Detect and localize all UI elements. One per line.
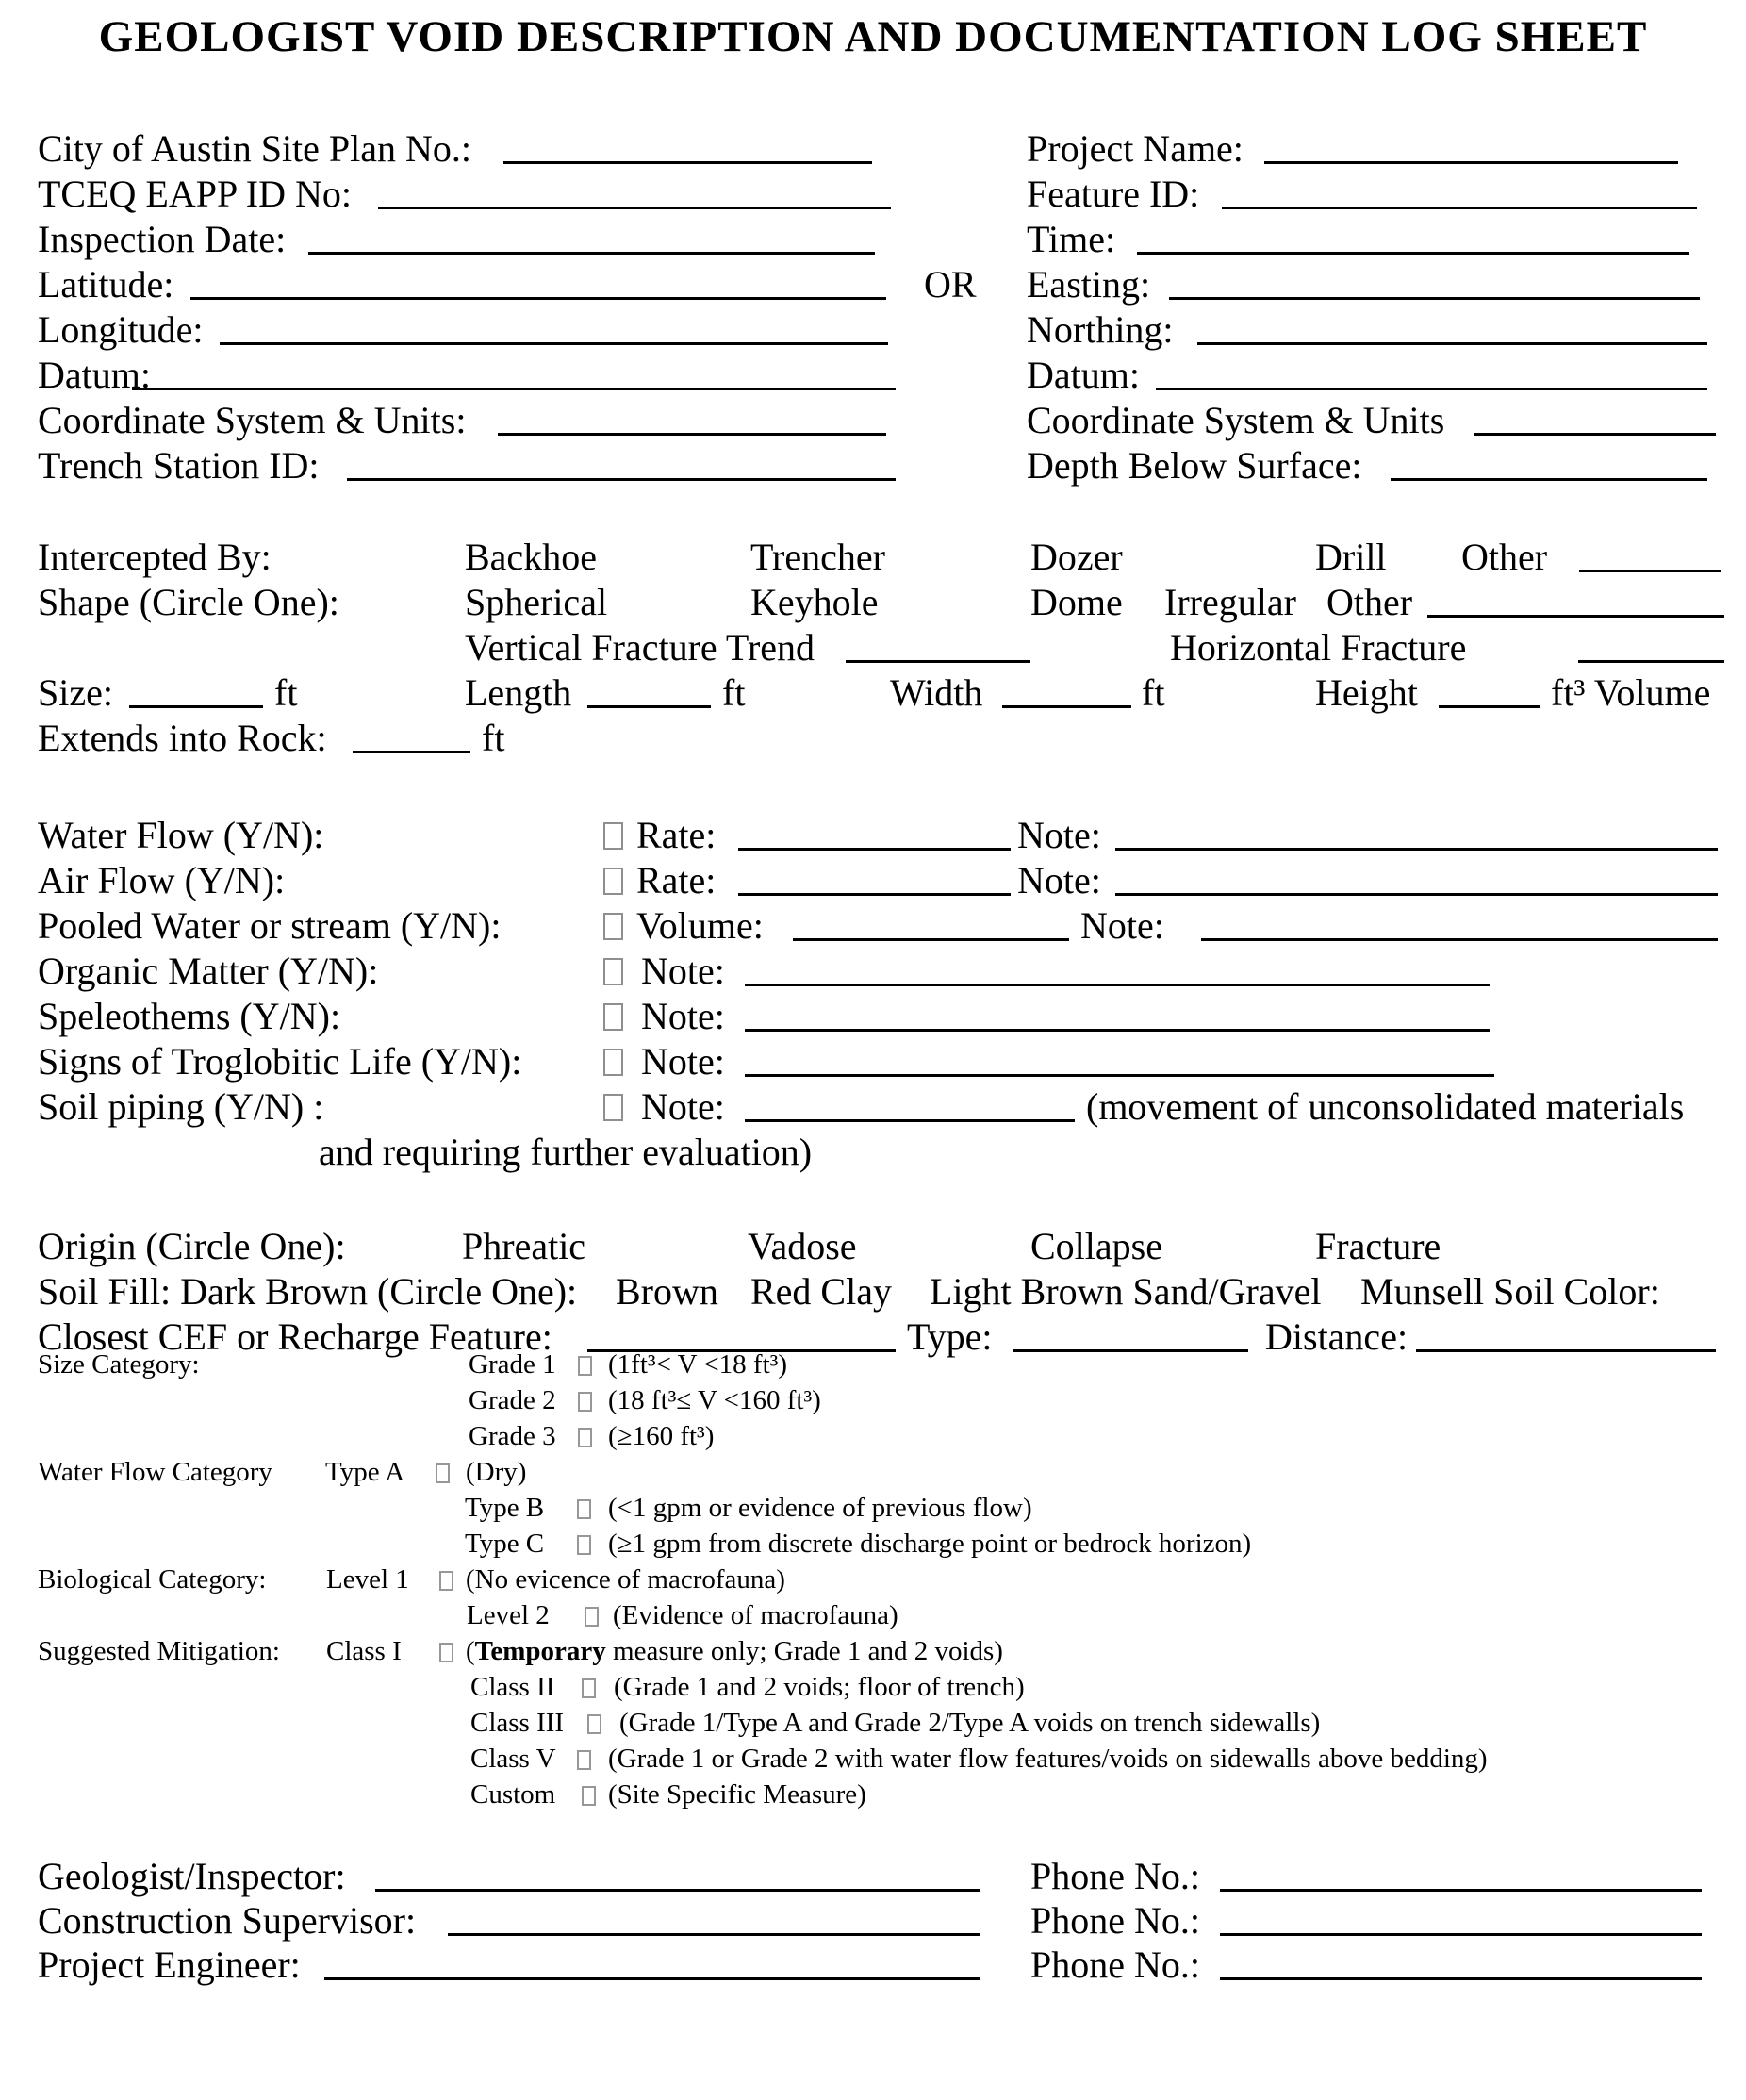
option-dome[interactable]: Dome [1030, 581, 1123, 623]
width-ft-label: ft [1142, 671, 1165, 714]
class-v-checkbox-icon[interactable] [577, 1750, 591, 1770]
trench-station-label: Trench Station ID: [38, 444, 320, 487]
option-fracture[interactable]: Fracture [1315, 1225, 1441, 1267]
suggested-mitigation-label: Suggested Mitigation: [38, 1636, 280, 1666]
soil-piping-checkbox-icon[interactable] [603, 1094, 623, 1121]
water-flow-label: Water Flow (Y/N): [38, 814, 324, 856]
trench-station-input-line[interactable] [347, 478, 896, 481]
option-dozer[interactable]: Dozer [1030, 536, 1123, 578]
depth-below-surface-input-line[interactable] [1391, 478, 1707, 481]
row-type-b [0, 1490, 1746, 1526]
coord-system-right-label: Coordinate System & Units [1027, 399, 1445, 441]
organic-matter-label: Organic Matter (Y/N): [38, 950, 379, 992]
extends-into-rock-input-line[interactable] [353, 751, 470, 753]
type-a-desc: (Dry) [466, 1457, 527, 1487]
soil-piping-suffix: (movement of unconsolidated materials [1086, 1085, 1685, 1128]
option-irregular[interactable]: Irregular [1164, 581, 1296, 623]
latitude-input-line[interactable] [190, 297, 886, 300]
project-engineer-label: Project Engineer: [38, 1943, 301, 1986]
length-input-line[interactable] [587, 705, 711, 708]
row-class-iii [0, 1705, 1746, 1741]
organic-matter-checkbox-icon[interactable] [603, 958, 623, 985]
grade-2-checkbox-icon[interactable] [578, 1392, 592, 1412]
row-class-v [0, 1741, 1746, 1777]
shape-other-input-line[interactable] [1427, 615, 1724, 618]
soil-piping-label: Soil piping (Y/N) : [38, 1085, 324, 1128]
row-supervisor [0, 1898, 1746, 1943]
speleothems-note-input-line[interactable] [745, 1029, 1490, 1032]
grade-2-label: Grade 2 [469, 1385, 556, 1415]
pooled-water-checkbox-icon[interactable] [603, 913, 623, 940]
row-organic-matter [0, 949, 1746, 994]
extends-ft-label: ft [482, 717, 505, 759]
row-grade2 [0, 1382, 1746, 1418]
munsell-soil-color-label: Munsell Soil Color: [1360, 1270, 1660, 1313]
datum-left-input-line[interactable] [132, 388, 896, 390]
row-biological-category [0, 1562, 1746, 1597]
option-collapse[interactable]: Collapse [1030, 1225, 1162, 1267]
engineer-phone-label: Phone No.: [1030, 1943, 1200, 1986]
option-trencher[interactable]: Trencher [750, 536, 885, 578]
size-category-label: Size Category: [38, 1349, 200, 1380]
project-name-input-line[interactable] [1264, 161, 1678, 164]
option-drill[interactable]: Drill [1315, 536, 1387, 578]
row-date-time [0, 217, 1746, 262]
option-light-brown-sand-gravel[interactable]: Light Brown Sand/Gravel [930, 1270, 1322, 1313]
row-size [0, 670, 1746, 716]
height-input-line[interactable] [1439, 705, 1540, 708]
depth-below-surface-label: Depth Below Surface: [1027, 444, 1362, 487]
geologist-phone-label: Phone No.: [1030, 1855, 1200, 1897]
geologist-input-line[interactable] [375, 1889, 980, 1892]
class-i-label: Class I [326, 1636, 402, 1666]
page-title: GEOLOGIST VOID DESCRIPTION AND DOCUMENTATION LOG SHEET [98, 12, 1648, 61]
coord-system-left-label: Coordinate System & Units: [38, 399, 467, 441]
level-2-desc: (Evidence of macrofauna) [613, 1600, 898, 1630]
type-c-label: Type C [465, 1529, 545, 1559]
type-b-desc: (<1 gpm or evidence of previous flow) [608, 1493, 1032, 1523]
pooled-volume-label: Volume: [636, 904, 764, 947]
row-suggested-mitigation [0, 1633, 1746, 1669]
organic-note-input-line[interactable] [745, 984, 1490, 986]
level-2-checkbox-icon[interactable] [585, 1607, 599, 1627]
vertical-fracture-label: Vertical Fracture Trend [465, 626, 815, 669]
size-input-line[interactable] [129, 705, 263, 708]
volume-label: ft³ Volume [1551, 671, 1711, 714]
water-note-label: Note: [1017, 814, 1101, 856]
tceq-id-input-line[interactable] [378, 207, 891, 209]
type-b-checkbox-icon[interactable] [577, 1499, 591, 1519]
coord-system-left-input-line[interactable] [498, 433, 886, 436]
northing-label: Northing: [1027, 308, 1174, 351]
option-brown[interactable]: Brown [616, 1270, 718, 1313]
intercepted-other-input-line[interactable] [1579, 570, 1721, 572]
type-c-desc: (≥1 gpm from discrete discharge point or bedrock horizon) [608, 1529, 1252, 1559]
type-c-checkbox-icon[interactable] [577, 1535, 591, 1555]
class-i-checkbox-icon[interactable] [439, 1643, 453, 1662]
option-intercepted-other[interactable]: Other [1461, 536, 1548, 578]
class-ii-desc: (Grade 1 and 2 voids; floor of trench) [614, 1672, 1025, 1702]
intercepted-by-label: Intercepted By: [38, 536, 272, 578]
row-origin [0, 1224, 1746, 1269]
datum-right-label: Datum: [1027, 354, 1140, 396]
supervisor-input-line[interactable] [448, 1933, 980, 1936]
height-label: Height [1315, 671, 1418, 714]
custom-checkbox-icon[interactable] [582, 1786, 596, 1806]
row-type-c [0, 1526, 1746, 1562]
site-plan-input-line[interactable] [503, 161, 872, 164]
air-note-input-line[interactable] [1115, 893, 1718, 896]
grade-1-desc: (1ft³< V <18 ft³) [608, 1349, 787, 1380]
water-rate-input-line[interactable] [738, 848, 1011, 851]
option-red-clay[interactable]: Red Clay [750, 1270, 892, 1313]
row-engineer [0, 1943, 1746, 1988]
custom-desc: (Site Specific Measure) [608, 1779, 866, 1810]
speleothems-note-label: Note: [641, 995, 725, 1037]
row-coord-systems [0, 398, 1746, 443]
soil-piping-note-input-line[interactable] [745, 1119, 1075, 1122]
pooled-note-label: Note: [1080, 904, 1164, 947]
datum-right-input-line[interactable] [1156, 388, 1707, 390]
row-fracture [0, 625, 1746, 670]
horizontal-fracture-input-line[interactable] [1578, 660, 1724, 663]
air-rate-label: Rate: [636, 859, 717, 901]
row-custom [0, 1777, 1746, 1812]
easting-label: Easting: [1027, 263, 1151, 306]
speleothems-label: Speleothems (Y/N): [38, 995, 341, 1037]
class-iii-label: Class III [470, 1708, 565, 1738]
level-1-checkbox-icon[interactable] [439, 1571, 453, 1591]
water-flow-category-label: Water Flow Category [38, 1457, 272, 1487]
row-longitude-northing [0, 307, 1746, 353]
time-input-line[interactable] [1137, 252, 1689, 255]
soil-piping-note-label: Note: [641, 1085, 725, 1128]
row-water-flow-category [0, 1454, 1746, 1490]
option-vadose[interactable]: Vadose [748, 1225, 857, 1267]
level-2-label: Level 2 [467, 1600, 550, 1630]
class-ii-label: Class II [470, 1672, 555, 1702]
row-grade3 [0, 1418, 1746, 1454]
cef-distance-label: Distance: [1265, 1315, 1408, 1358]
latitude-label: Latitude: [38, 263, 174, 306]
row-class-ii [0, 1669, 1746, 1705]
row-soil-fill [0, 1269, 1746, 1315]
class-i-desc: (Temporary measure only; Grade 1 and 2 voids) [466, 1636, 1003, 1666]
troglobitic-note-label: Note: [641, 1040, 725, 1083]
horizontal-fracture-label: Horizontal Fracture [1170, 626, 1467, 669]
row-troglobitic-life [0, 1039, 1746, 1084]
extends-into-rock-label: Extends into Rock: [38, 717, 327, 759]
tceq-id-label: TCEQ EAPP ID No: [38, 173, 352, 215]
level-1-label: Level 1 [326, 1564, 409, 1595]
feature-id-input-line[interactable] [1222, 207, 1697, 209]
grade-3-desc: (≥160 ft³) [608, 1421, 715, 1451]
origin-label: Origin (Circle One): [38, 1225, 346, 1267]
geologist-inspector-label: Geologist/Inspector: [38, 1855, 346, 1897]
vertical-fracture-input-line[interactable] [846, 660, 1030, 663]
size-label: Size: [38, 671, 113, 714]
air-flow-label: Air Flow (Y/N): [38, 859, 286, 901]
option-backhoe[interactable]: Backhoe [465, 536, 597, 578]
shape-label: Shape (Circle One): [38, 581, 339, 623]
width-label: Width [890, 671, 983, 714]
datum-left-label: Datum: [38, 354, 151, 396]
supervisor-phone-input-line[interactable] [1220, 1933, 1702, 1936]
class-ii-checkbox-icon[interactable] [582, 1678, 596, 1698]
row-water-flow [0, 813, 1746, 858]
organic-note-label: Note: [641, 950, 725, 992]
row-soil-piping [0, 1084, 1746, 1130]
feature-id-label: Feature ID: [1027, 173, 1200, 215]
time-label: Time: [1027, 218, 1116, 260]
option-keyhole[interactable]: Keyhole [750, 581, 879, 623]
grade-3-label: Grade 3 [469, 1421, 556, 1451]
row-datum-datum [0, 353, 1746, 398]
coord-system-right-input-line[interactable] [1474, 433, 1716, 436]
easting-input-line[interactable] [1169, 297, 1700, 300]
width-input-line[interactable] [1002, 705, 1131, 708]
speleothems-checkbox-icon[interactable] [603, 1003, 623, 1031]
custom-label: Custom [470, 1779, 556, 1810]
water-rate-label: Rate: [636, 814, 717, 856]
grade-2-desc: (18 ft³≤ V <160 ft³) [608, 1385, 821, 1415]
row-air-flow [0, 858, 1746, 903]
soil-piping-continuation: and requiring further evaluation) [319, 1131, 813, 1173]
type-b-label: Type B [465, 1493, 545, 1523]
row-trench-depth [0, 443, 1746, 488]
class-iii-desc: (Grade 1/Type A and Grade 2/Type A voids on trench sidewalls) [619, 1708, 1321, 1738]
type-a-label: Type A [325, 1457, 405, 1487]
row-size-category-grade1 [0, 1347, 1746, 1382]
grade-3-checkbox-icon[interactable] [578, 1428, 592, 1447]
or-label: OR [924, 263, 977, 306]
level-1-desc: (No evicence of macrofauna) [466, 1564, 785, 1595]
water-note-input-line[interactable] [1115, 848, 1718, 851]
closest-cef-label: Closest CEF or Recharge Feature: [38, 1315, 552, 1358]
row-pooled-water [0, 903, 1746, 949]
row-shape [0, 580, 1746, 625]
troglobitic-checkbox-icon[interactable] [603, 1049, 623, 1076]
site-plan-label: City of Austin Site Plan No.: [38, 127, 472, 170]
troglobitic-note-input-line[interactable] [745, 1074, 1494, 1077]
pooled-volume-input-line[interactable] [793, 938, 1069, 941]
type-a-checkbox-icon[interactable] [436, 1463, 450, 1483]
class-v-label: Class V [470, 1744, 556, 1774]
water-flow-checkbox-icon[interactable] [603, 822, 623, 850]
option-phreatic[interactable]: Phreatic [462, 1225, 586, 1267]
row-speleothems [0, 994, 1746, 1039]
geologist-phone-input-line[interactable] [1220, 1889, 1702, 1892]
inspection-date-label: Inspection Date: [38, 218, 287, 260]
pooled-note-input-line[interactable] [1201, 938, 1718, 941]
row-site-plan-project [0, 126, 1746, 172]
row-soil-piping-continuation [0, 1130, 1746, 1175]
longitude-input-line[interactable] [220, 342, 888, 345]
air-rate-input-line[interactable] [738, 893, 1011, 896]
class-i-desc-bold: Temporary [474, 1636, 606, 1666]
air-flow-checkbox-icon[interactable] [603, 868, 623, 895]
row-tceq-feature [0, 172, 1746, 217]
engineer-phone-input-line[interactable] [1220, 1977, 1702, 1980]
longitude-label: Longitude: [38, 308, 204, 351]
northing-input-line[interactable] [1197, 342, 1707, 345]
row-extends-into-rock [0, 716, 1746, 761]
grade-1-checkbox-icon[interactable] [578, 1356, 592, 1376]
length-ft-label: ft [722, 671, 746, 714]
biological-category-label: Biological Category: [38, 1564, 267, 1595]
cef-type-label: Type: [907, 1315, 993, 1358]
inspection-date-input-line[interactable] [308, 252, 875, 255]
air-note-label: Note: [1017, 859, 1101, 901]
option-shape-other[interactable]: Other [1326, 581, 1413, 623]
construction-supervisor-label: Construction Supervisor: [38, 1899, 417, 1942]
engineer-input-line[interactable] [324, 1977, 980, 1980]
grade-1-label: Grade 1 [469, 1349, 556, 1380]
troglobitic-life-label: Signs of Troglobitic Life (Y/N): [38, 1040, 522, 1083]
option-spherical[interactable]: Spherical [465, 581, 608, 623]
row-level-2 [0, 1597, 1746, 1633]
class-v-desc: (Grade 1 or Grade 2 with water flow features/voids on sidewalls above bedding) [608, 1744, 1488, 1774]
supervisor-phone-label: Phone No.: [1030, 1899, 1200, 1942]
row-intercepted-by [0, 535, 1746, 580]
row-geologist [0, 1854, 1746, 1899]
row-latitude-easting [0, 262, 1746, 307]
project-name-label: Project Name: [1027, 127, 1244, 170]
length-label: Length [465, 671, 572, 714]
pooled-water-label: Pooled Water or stream (Y/N): [38, 904, 502, 947]
soil-fill-label: Soil Fill: Dark Brown (Circle One): [38, 1270, 578, 1313]
size-ft-label: ft [274, 671, 298, 714]
class-iii-checkbox-icon[interactable] [587, 1714, 601, 1734]
